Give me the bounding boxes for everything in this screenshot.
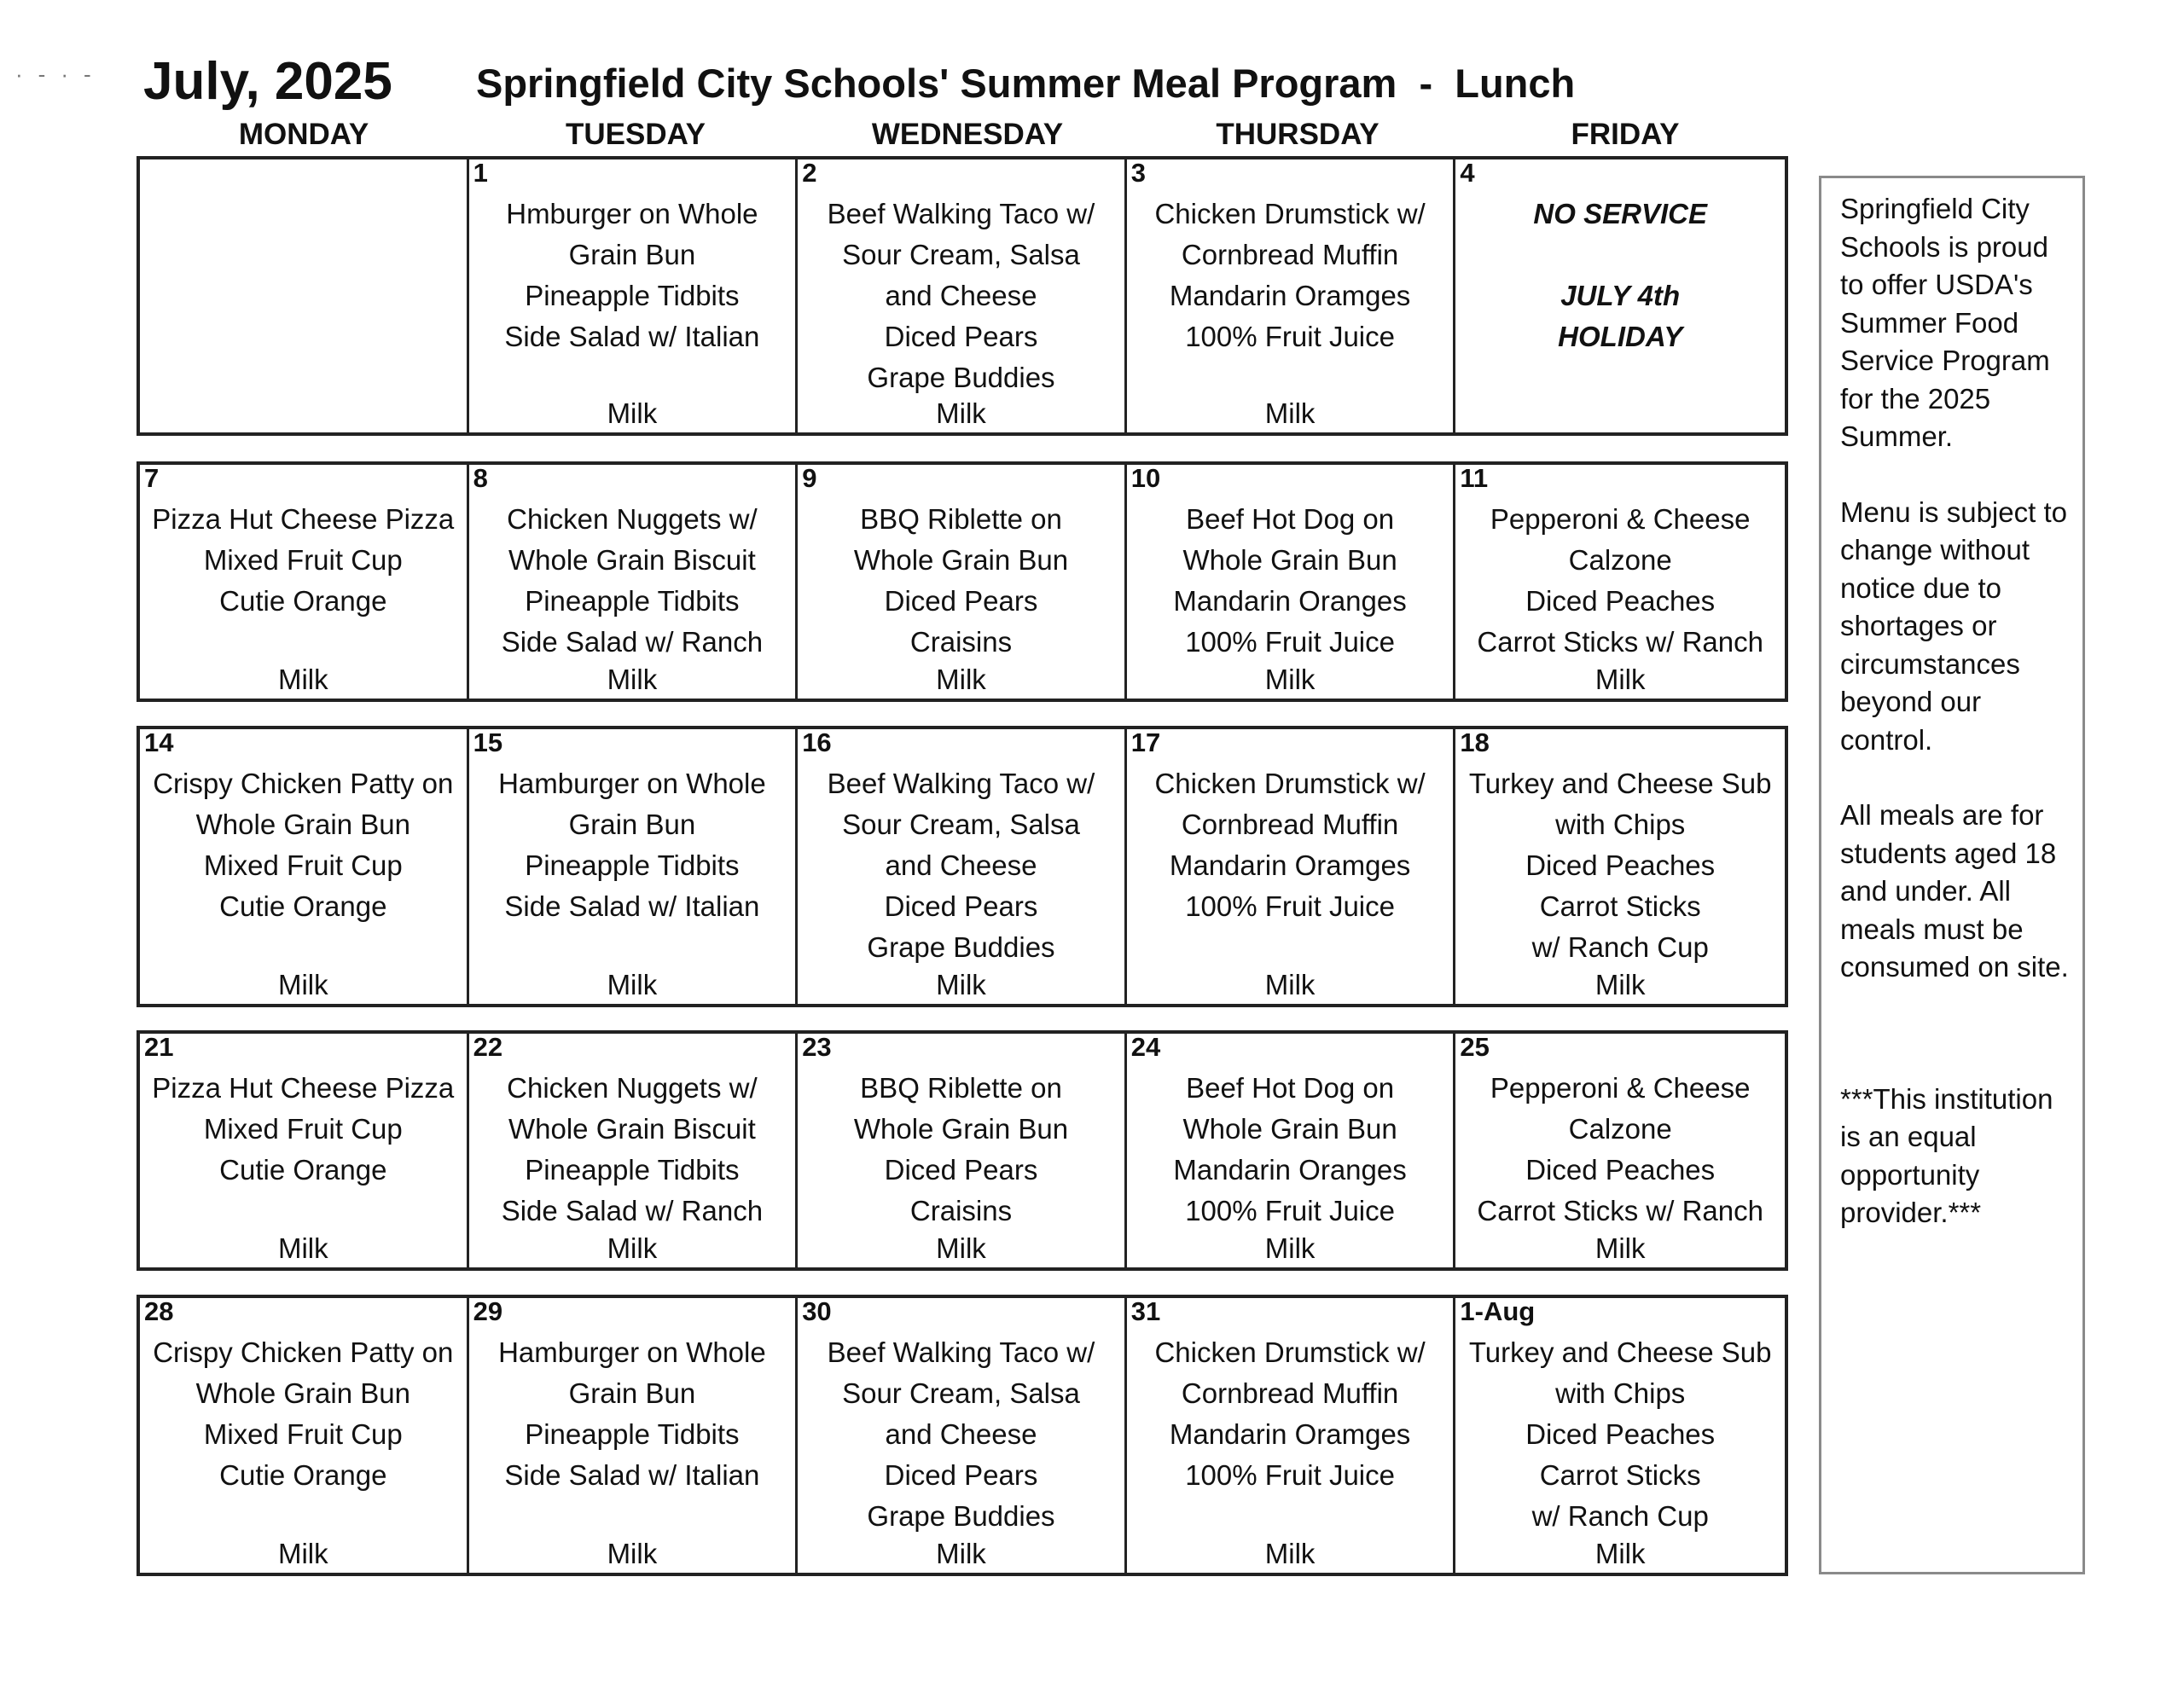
program-info-box	[1819, 176, 2085, 1574]
menu-item: Chicken Drumstick w/	[1154, 1336, 1426, 1368]
date-number: 23	[802, 1032, 832, 1062]
milk-item: Milk	[1264, 1538, 1316, 1569]
date-number: 22	[473, 1032, 503, 1062]
menu-item: Cutie Orange	[219, 890, 387, 922]
menu-item: Whole Grain Bun	[1182, 1113, 1397, 1145]
menu-item: Chicken Nuggets w/	[507, 503, 758, 535]
menu-item: Diced Pears	[884, 585, 1038, 617]
milk-item: Milk	[277, 1538, 328, 1569]
menu-item: Whole Grain Biscuit	[508, 544, 756, 576]
menu-item: Diced Pears	[884, 321, 1038, 352]
week-row	[136, 726, 1788, 1007]
menu-item: Mixed Fruit Cup	[203, 544, 403, 576]
menu-items	[1127, 499, 1454, 663]
date-number: 25	[1460, 1032, 1490, 1062]
holiday-text	[1455, 235, 1785, 275]
date-number: 3	[1130, 158, 1147, 188]
menu-items	[1127, 194, 1454, 357]
menu-item: Whole Grain Bun	[195, 809, 410, 840]
day-header-friday: FRIDAY	[1571, 118, 1680, 151]
day-cell	[1455, 1034, 1785, 1267]
menu-item: Pepperoni & Cheese	[1490, 1072, 1751, 1104]
day-cell	[1455, 465, 1785, 699]
menu-item: Sour Cream, Salsa	[842, 239, 1080, 270]
menu-item: Mandarin Oranges	[1173, 1154, 1407, 1186]
day-header-wednesday: WEDNESDAY	[871, 118, 1064, 151]
menu-item: Pineapple Tidbits	[525, 280, 740, 311]
menu-item: Mixed Fruit Cup	[203, 1418, 403, 1450]
day-cell	[798, 1298, 1127, 1573]
menu-item: Beef Walking Taco w/	[827, 1336, 1095, 1368]
menu-item: Sour Cream, Salsa	[842, 1377, 1080, 1409]
date-number: 7	[144, 463, 160, 493]
day-cell	[1455, 1298, 1785, 1573]
milk-item: Milk	[277, 1232, 328, 1264]
day-cell	[798, 1034, 1127, 1267]
milk-item: Milk	[277, 664, 328, 695]
holiday-text: HOLIDAY	[1558, 321, 1683, 352]
equal-opportunity-note: ***This institution is an equal opportunity provider.***	[1840, 1082, 2053, 1228]
date-number: 9	[802, 463, 817, 493]
menu-item: Carrot Sticks	[1539, 890, 1701, 922]
info-paragraph: Menu is subject to change without notice due to shortages or circumstances beyond our control.	[1840, 496, 2067, 756]
milk-item: Milk	[936, 397, 986, 429]
menu-item: Grape Buddies	[867, 931, 1055, 963]
day-cell	[140, 1298, 469, 1573]
week-row	[136, 1295, 1788, 1576]
menu-items	[1455, 1068, 1785, 1232]
menu-item: Beef Walking Taco w/	[827, 768, 1095, 799]
menu-item: Side Salad w/ Ranch	[501, 626, 764, 658]
day-cell	[1127, 729, 1456, 1004]
date-number: 8	[473, 463, 488, 493]
date-number: 31	[1130, 1296, 1161, 1326]
menu-item: Diced Peaches	[1525, 1418, 1716, 1450]
menu-items	[140, 763, 467, 927]
menu-items	[1455, 499, 1785, 663]
menu-item: Craisins	[909, 1195, 1013, 1226]
menu-item: w/ Ranch Cup	[1531, 1500, 1709, 1532]
milk-item: Milk	[607, 397, 658, 429]
menu-item: Mixed Fruit Cup	[203, 849, 403, 881]
menu-item: and Cheese	[885, 849, 1037, 881]
milk-item: Milk	[607, 969, 658, 1000]
menu-item: Cutie Orange	[219, 1459, 387, 1491]
menu-items	[140, 1068, 467, 1191]
menu-item: Crispy Chicken Patty on	[153, 1336, 454, 1368]
menu-item: Craisins	[909, 626, 1013, 658]
menu-item: Carrot Sticks	[1539, 1459, 1701, 1491]
menu-item: Turkey and Cheese Sub	[1468, 768, 1772, 799]
menu-item: Grape Buddies	[867, 362, 1055, 393]
month-title: July, 2025	[143, 52, 392, 111]
menu-item: Mandarin Oranges	[1173, 585, 1407, 617]
menu-item: 100% Fruit Juice	[1185, 626, 1395, 658]
menu-item: Diced Peaches	[1525, 849, 1716, 881]
date-number: 28	[144, 1296, 174, 1326]
menu-items	[798, 1332, 1124, 1537]
menu-item: 100% Fruit Juice	[1185, 1195, 1395, 1226]
menu-item: Whole Grain Bun	[1182, 544, 1397, 576]
menu-item: Grain Bun	[568, 1377, 696, 1409]
menu-item: Grape Buddies	[867, 1500, 1055, 1532]
menu-item: Calzone	[1568, 1113, 1672, 1145]
menu-items	[140, 499, 467, 622]
menu-item: 100% Fruit Juice	[1185, 321, 1395, 352]
menu-item: Cutie Orange	[219, 585, 387, 617]
menu-item: Carrot Sticks w/ Ranch	[1477, 626, 1763, 658]
menu-items	[469, 1068, 796, 1232]
milk-item: Milk	[607, 664, 658, 695]
date-number: 18	[1460, 728, 1490, 757]
menu-item: w/ Ranch Cup	[1531, 931, 1709, 963]
milk-item: Milk	[1264, 1232, 1316, 1264]
menu-item: Beef Walking Taco w/	[827, 198, 1095, 229]
menu-item: Beef Hot Dog on	[1186, 1072, 1395, 1104]
menu-item: Beef Hot Dog on	[1186, 503, 1395, 535]
date-number: 11	[1460, 463, 1489, 493]
milk-item: Milk	[1264, 397, 1316, 429]
day-cell	[469, 465, 799, 699]
menu-items	[798, 763, 1124, 968]
day-cell	[798, 465, 1127, 699]
menu-item: Turkey and Cheese Sub	[1468, 1336, 1772, 1368]
day-cell	[1127, 159, 1456, 432]
menu-item: Pizza Hut Cheese Pizza	[152, 1072, 455, 1104]
info-paragraph: Springfield City Schools is proud to offer USDA's Summer Food Service Program for the 2025 Summer.	[1840, 193, 2050, 452]
day-cell	[1455, 159, 1785, 432]
date-number: 10	[1130, 463, 1161, 493]
milk-item: Milk	[1264, 664, 1316, 695]
date-number: 29	[473, 1296, 503, 1326]
milk-item: Milk	[936, 1538, 986, 1569]
day-cell	[1455, 729, 1785, 1004]
menu-items	[1127, 763, 1454, 927]
menu-items	[1455, 194, 1785, 357]
menu-items	[798, 1068, 1124, 1232]
day-cell	[140, 1034, 469, 1267]
week-row	[136, 1030, 1788, 1271]
menu-item: Side Salad w/ Italian	[504, 1459, 760, 1491]
menu-item: Grain Bun	[568, 809, 696, 840]
menu-item: Chicken Drumstick w/	[1154, 198, 1426, 229]
date-number: 15	[473, 728, 503, 757]
date-number: 1-Aug	[1460, 1296, 1536, 1326]
menu-item: with Chips	[1555, 1377, 1686, 1409]
date-number: 4	[1460, 158, 1475, 188]
menu-item: Hamburger on Whole	[498, 768, 766, 799]
menu-items	[1455, 763, 1785, 968]
menu-item: Diced Peaches	[1525, 585, 1716, 617]
milk-item: Milk	[607, 1232, 658, 1264]
menu-item: Carrot Sticks w/ Ranch	[1477, 1195, 1763, 1226]
day-cell	[140, 159, 469, 432]
menu-item: BBQ Riblette on	[860, 503, 1062, 535]
menu-item: Diced Pears	[884, 1459, 1038, 1491]
menu-item: Mandarin Oramges	[1169, 849, 1411, 881]
menu-item: and Cheese	[885, 1418, 1037, 1450]
menu-item: Cornbread Muffin	[1181, 239, 1399, 270]
menu-item: Crispy Chicken Patty on	[153, 768, 454, 799]
holiday-text: JULY 4th	[1560, 280, 1681, 311]
menu-item: Chicken Drumstick w/	[1154, 768, 1426, 799]
milk-item: Milk	[607, 1538, 658, 1569]
day-cell	[469, 729, 799, 1004]
menu-item: 100% Fruit Juice	[1185, 1459, 1395, 1491]
date-number: 16	[802, 728, 832, 757]
milk-item: Milk	[1594, 1538, 1646, 1569]
menu-item: Sour Cream, Salsa	[842, 809, 1080, 840]
program-title: Springfield City Schools' Summer Meal Program - Lunch	[476, 61, 1576, 106]
day-header-tuesday: TUESDAY	[565, 118, 706, 151]
milk-item: Milk	[1264, 969, 1316, 1000]
day-cell	[798, 159, 1127, 432]
milk-item: Milk	[1594, 664, 1646, 695]
week-row	[136, 461, 1788, 702]
menu-items	[469, 1332, 796, 1496]
menu-items	[469, 763, 796, 927]
menu-item: Pineapple Tidbits	[525, 1418, 740, 1450]
menu-item: Mandarin Oramges	[1169, 1418, 1411, 1450]
menu-item: and Cheese	[885, 280, 1037, 311]
day-cell	[798, 729, 1127, 1004]
menu-item: Hamburger on Whole	[498, 1336, 766, 1368]
milk-item: Milk	[277, 969, 328, 1000]
day-cell	[469, 1034, 799, 1267]
milk-item: Milk	[1594, 1232, 1646, 1264]
menu-items	[798, 194, 1124, 398]
day-header-thursday: THURSDAY	[1216, 118, 1380, 151]
menu-item: Chicken Nuggets w/	[507, 1072, 758, 1104]
menu-item: Cornbread Muffin	[1181, 1377, 1399, 1409]
week-row	[136, 156, 1788, 436]
menu-item: Whole Grain Biscuit	[508, 1113, 756, 1145]
menu-item: Pineapple Tidbits	[525, 849, 740, 881]
date-number: 2	[802, 158, 817, 188]
menu-item: Diced Pears	[884, 890, 1038, 922]
menu-items	[469, 499, 796, 663]
day-cell	[1127, 465, 1456, 699]
menu-item: Cornbread Muffin	[1181, 809, 1399, 840]
date-number: 17	[1130, 728, 1161, 757]
milk-item: Milk	[1594, 969, 1646, 1000]
menu-item: Grain Bun	[568, 239, 696, 270]
date-number: 24	[1130, 1032, 1161, 1062]
day-cell	[469, 159, 799, 432]
menu-item: Cutie Orange	[219, 1154, 387, 1186]
menu-item: with Chips	[1555, 809, 1686, 840]
milk-item: Milk	[936, 664, 986, 695]
menu-item: Mandarin Oramges	[1169, 280, 1411, 311]
day-header-monday: MONDAY	[238, 118, 369, 151]
menu-item: Whole Grain Bun	[195, 1377, 410, 1409]
menu-item: Diced Peaches	[1525, 1154, 1716, 1186]
menu-item: Mixed Fruit Cup	[203, 1113, 403, 1145]
date-number: 1	[473, 158, 488, 188]
menu-item: Side Salad w/ Italian	[504, 321, 760, 352]
menu-items	[469, 194, 796, 357]
date-number: 14	[144, 728, 174, 757]
menu-item: Pepperoni & Cheese	[1490, 503, 1751, 535]
menu-item: 100% Fruit Juice	[1185, 890, 1395, 922]
day-cell	[1127, 1298, 1456, 1573]
menu-items	[1455, 1332, 1785, 1537]
day-cell	[140, 729, 469, 1004]
day-cell	[140, 465, 469, 699]
day-cell	[469, 1298, 799, 1573]
day-cell	[1127, 1034, 1456, 1267]
menu-items	[1127, 1068, 1454, 1232]
milk-item: Milk	[936, 1232, 986, 1264]
holiday-text: NO SERVICE	[1533, 198, 1707, 229]
date-number: 30	[802, 1296, 832, 1326]
menu-item: Pineapple Tidbits	[525, 1154, 740, 1186]
menu-items	[798, 499, 1124, 663]
menu-item: Pineapple Tidbits	[525, 585, 740, 617]
menu-item: Whole Grain Bun	[853, 1113, 1069, 1145]
menu-item: Whole Grain Bun	[853, 544, 1069, 576]
menu-items	[140, 1332, 467, 1496]
menu-item: Diced Pears	[884, 1154, 1038, 1186]
menu-items	[1127, 1332, 1454, 1496]
menu-item: BBQ Riblette on	[860, 1072, 1062, 1104]
date-number: 21	[144, 1032, 174, 1062]
menu-item: Side Salad w/ Italian	[504, 890, 760, 922]
menu-item: Pizza Hut Cheese Pizza	[152, 503, 455, 535]
menu-item: Calzone	[1568, 544, 1672, 576]
scan-marks: ·-·-	[15, 61, 107, 87]
menu-item: Hmburger on Whole	[506, 198, 758, 229]
info-paragraph: All meals are for students aged 18 and under. All meals must be consumed on site.	[1840, 799, 2069, 983]
menu-item: Side Salad w/ Ranch	[501, 1195, 764, 1226]
milk-item: Milk	[936, 969, 986, 1000]
